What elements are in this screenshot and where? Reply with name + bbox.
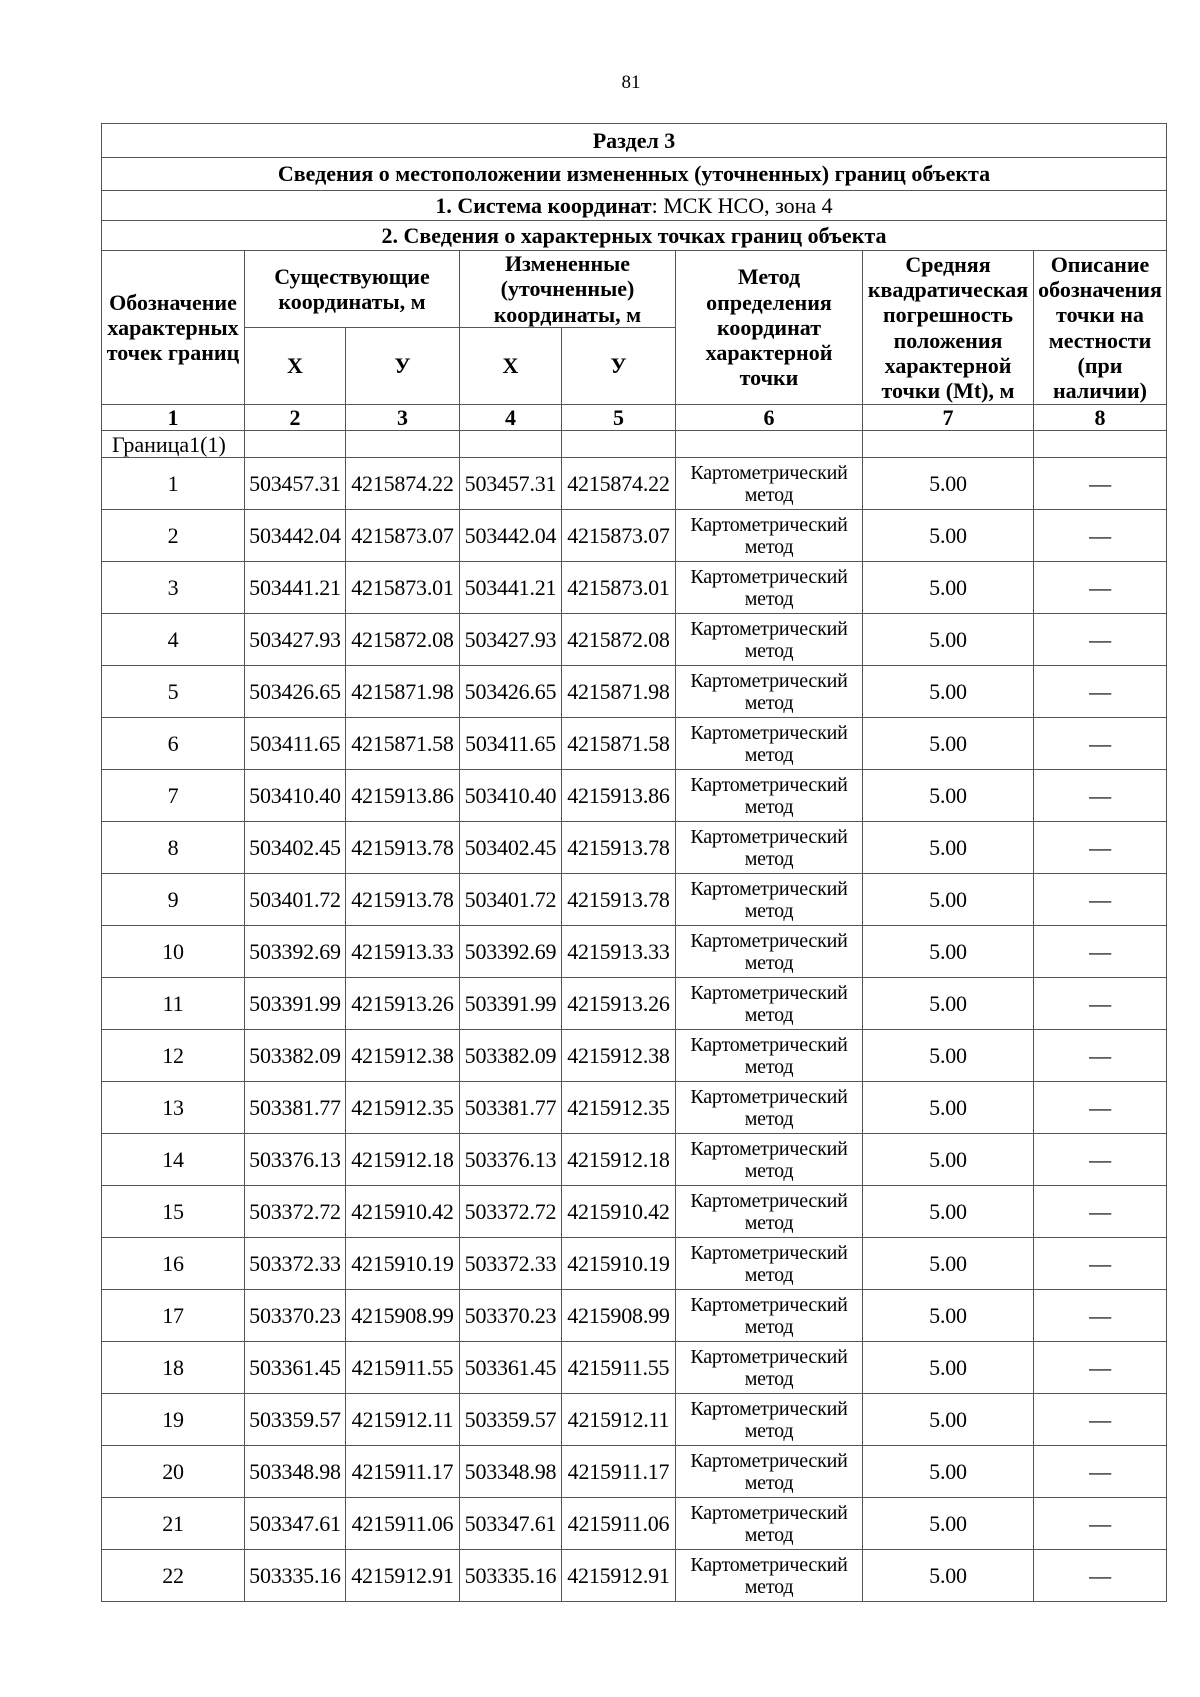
method: Картометрический метод: [676, 1394, 863, 1446]
description: —: [1034, 1498, 1167, 1550]
table-row: [102, 822, 1167, 874]
existing-x: 503335.16: [245, 1550, 346, 1602]
header-designation: Обозначение характерных точек границ: [102, 251, 245, 405]
point-number: 8: [102, 822, 245, 874]
section-subtitle-row: [102, 158, 1167, 191]
changed-y: 4215874.22: [562, 458, 676, 510]
existing-y: 4215913.86: [346, 770, 460, 822]
existing-x: 503401.72: [245, 874, 346, 926]
changed-y: 4215912.18: [562, 1134, 676, 1186]
table-row: [102, 926, 1167, 978]
point-number: 15: [102, 1186, 245, 1238]
point-number: 18: [102, 1342, 245, 1394]
error-mt: 5.00: [863, 1550, 1034, 1602]
existing-x: 503391.99: [245, 978, 346, 1030]
point-number: 11: [102, 978, 245, 1030]
changed-x: 503401.72: [460, 874, 562, 926]
changed-y: 4215872.08: [562, 614, 676, 666]
existing-y: 4215913.33: [346, 926, 460, 978]
changed-y: 4215871.58: [562, 718, 676, 770]
error-mt: 5.00: [863, 1134, 1034, 1186]
changed-y: 4215908.99: [562, 1290, 676, 1342]
description: —: [1034, 614, 1167, 666]
changed-x: 503441.21: [460, 562, 562, 614]
method: Картометрический метод: [676, 718, 863, 770]
table-row: [102, 562, 1167, 614]
existing-y: 4215911.55: [346, 1342, 460, 1394]
point-number: 21: [102, 1498, 245, 1550]
changed-y: 4215873.01: [562, 562, 676, 614]
point-number: 16: [102, 1238, 245, 1290]
point-number: 17: [102, 1290, 245, 1342]
existing-y: 4215910.42: [346, 1186, 460, 1238]
description: —: [1034, 1394, 1167, 1446]
existing-x: 503347.61: [245, 1498, 346, 1550]
point-number: 20: [102, 1446, 245, 1498]
changed-x: 503376.13: [460, 1134, 562, 1186]
changed-y: 4215911.55: [562, 1342, 676, 1394]
column-number: 5: [562, 405, 676, 431]
error-mt: 5.00: [863, 1342, 1034, 1394]
existing-x: 503442.04: [245, 510, 346, 562]
method: Картометрический метод: [676, 1550, 863, 1602]
method: Картометрический метод: [676, 1030, 863, 1082]
changed-y: 4215910.42: [562, 1186, 676, 1238]
changed-x: 503427.93: [460, 614, 562, 666]
changed-x: 503392.69: [460, 926, 562, 978]
changed-y: 4215871.98: [562, 666, 676, 718]
description: —: [1034, 1290, 1167, 1342]
table-row: [102, 1186, 1167, 1238]
method: Картометрический метод: [676, 666, 863, 718]
changed-x: 503402.45: [460, 822, 562, 874]
description: —: [1034, 1186, 1167, 1238]
description: —: [1034, 926, 1167, 978]
description: —: [1034, 458, 1167, 510]
point-number: 7: [102, 770, 245, 822]
existing-x: 503392.69: [245, 926, 346, 978]
existing-y: 4215912.18: [346, 1134, 460, 1186]
page-number: 81: [621, 72, 641, 93]
method: Картометрический метод: [676, 510, 863, 562]
method: Картометрический метод: [676, 1342, 863, 1394]
changed-y: 4215913.86: [562, 770, 676, 822]
description: —: [1034, 1082, 1167, 1134]
error-mt: 5.00: [863, 1394, 1034, 1446]
error-mt: 5.00: [863, 1446, 1034, 1498]
table-body: [102, 124, 1167, 1602]
error-mt: 5.00: [863, 718, 1034, 770]
table-row: [102, 1550, 1167, 1602]
changed-y: 4215913.33: [562, 926, 676, 978]
table-row: [102, 718, 1167, 770]
section-subtitle: Сведения о местоположении измененных (уточненных) границ объекта: [102, 158, 1167, 191]
existing-y: 4215908.99: [346, 1290, 460, 1342]
description: —: [1034, 1238, 1167, 1290]
description: —: [1034, 666, 1167, 718]
changed-x: 503370.23: [460, 1290, 562, 1342]
existing-y: 4215912.35: [346, 1082, 460, 1134]
error-mt: 5.00: [863, 1082, 1034, 1134]
existing-x: 503427.93: [245, 614, 346, 666]
header-existing-coords: Существующие координаты, м: [245, 251, 460, 328]
point-number: 12: [102, 1030, 245, 1082]
method: Картометрический метод: [676, 822, 863, 874]
existing-x: 503426.65: [245, 666, 346, 718]
method: Картометрический метод: [676, 1186, 863, 1238]
existing-y: 4215872.08: [346, 614, 460, 666]
changed-x: 503411.65: [460, 718, 562, 770]
method: Картометрический метод: [676, 614, 863, 666]
table-row: [102, 874, 1167, 926]
changed-y: 4215912.91: [562, 1550, 676, 1602]
point-number: 14: [102, 1134, 245, 1186]
coordinate-system-label: 1. Система координат: [435, 192, 652, 218]
description: —: [1034, 874, 1167, 926]
existing-y: 4215912.91: [346, 1550, 460, 1602]
empty-cell: [1034, 431, 1167, 458]
point-number: 5: [102, 666, 245, 718]
existing-y: 4215873.07: [346, 510, 460, 562]
description: —: [1034, 562, 1167, 614]
description: —: [1034, 1446, 1167, 1498]
header-method: Метод определения координат характерной точки: [676, 251, 863, 405]
table-row: [102, 458, 1167, 510]
point-number: 9: [102, 874, 245, 926]
description: —: [1034, 1030, 1167, 1082]
error-mt: 5.00: [863, 978, 1034, 1030]
table-row: [102, 1134, 1167, 1186]
existing-y: 4215912.38: [346, 1030, 460, 1082]
changed-y: 4215873.07: [562, 510, 676, 562]
changed-x: 503391.99: [460, 978, 562, 1030]
error-mt: 5.00: [863, 458, 1034, 510]
header-row-1: [102, 251, 1167, 328]
description: —: [1034, 822, 1167, 874]
point-number: 6: [102, 718, 245, 770]
header-changed-x: X: [460, 328, 562, 405]
existing-y: 4215913.26: [346, 978, 460, 1030]
changed-x: 503442.04: [460, 510, 562, 562]
changed-y: 4215913.78: [562, 822, 676, 874]
point-number: 2: [102, 510, 245, 562]
changed-x: 503348.98: [460, 1446, 562, 1498]
coordinate-system-value: : МСК НСО, зона 4: [651, 192, 833, 218]
existing-x: 503411.65: [245, 718, 346, 770]
method: Картометрический метод: [676, 874, 863, 926]
table-row: [102, 510, 1167, 562]
table-row: [102, 770, 1167, 822]
table-row: [102, 1394, 1167, 1446]
existing-x: 503372.33: [245, 1238, 346, 1290]
changed-y: 4215910.19: [562, 1238, 676, 1290]
existing-x: 503381.77: [245, 1082, 346, 1134]
existing-y: 4215910.19: [346, 1238, 460, 1290]
changed-y: 4215911.06: [562, 1498, 676, 1550]
method: Картометрический метод: [676, 978, 863, 1030]
changed-y: 4215912.11: [562, 1394, 676, 1446]
header-changed-y: У: [562, 328, 676, 405]
changed-x: 503426.65: [460, 666, 562, 718]
error-mt: 5.00: [863, 510, 1034, 562]
changed-y: 4215912.35: [562, 1082, 676, 1134]
description: —: [1034, 718, 1167, 770]
error-mt: 5.00: [863, 874, 1034, 926]
error-mt: 5.00: [863, 1238, 1034, 1290]
existing-x: 503402.45: [245, 822, 346, 874]
table-row: [102, 1082, 1167, 1134]
description: —: [1034, 1550, 1167, 1602]
column-number: 3: [346, 405, 460, 431]
description: —: [1034, 1342, 1167, 1394]
table-row: [102, 1290, 1167, 1342]
coordinate-system: [102, 191, 1167, 221]
changed-x: 503372.72: [460, 1186, 562, 1238]
points-heading: 2. Сведения о характерных точках границ объекта: [102, 221, 1167, 251]
header-existing-y: У: [346, 328, 460, 405]
section-title: Раздел 3: [102, 124, 1167, 158]
point-number: 19: [102, 1394, 245, 1446]
method: Картометрический метод: [676, 1134, 863, 1186]
header-existing-x: X: [245, 328, 346, 405]
point-number: 10: [102, 926, 245, 978]
column-number: 1: [102, 405, 245, 431]
boundary-points-table: [101, 123, 1167, 1602]
table-row: [102, 614, 1167, 666]
empty-cell: [245, 431, 346, 458]
existing-x: 503372.72: [245, 1186, 346, 1238]
existing-y: 4215913.78: [346, 822, 460, 874]
existing-y: 4215911.17: [346, 1446, 460, 1498]
column-number: 4: [460, 405, 562, 431]
existing-y: 4215871.98: [346, 666, 460, 718]
changed-y: 4215911.17: [562, 1446, 676, 1498]
column-number: 2: [245, 405, 346, 431]
point-number: 13: [102, 1082, 245, 1134]
method: Картометрический метод: [676, 562, 863, 614]
section-title-row: [102, 124, 1167, 158]
header-error: Средняя квадратическая погрешность положения характерной точки (Mt), м: [863, 251, 1034, 405]
table-row: [102, 1446, 1167, 1498]
changed-x: 503372.33: [460, 1238, 562, 1290]
column-number: 7: [863, 405, 1034, 431]
changed-y: 4215913.78: [562, 874, 676, 926]
existing-y: 4215874.22: [346, 458, 460, 510]
header-description: Описание обозначения точки на местности (при наличии): [1034, 251, 1167, 405]
method: Картометрический метод: [676, 1446, 863, 1498]
error-mt: 5.00: [863, 562, 1034, 614]
error-mt: 5.00: [863, 770, 1034, 822]
method: Картометрический метод: [676, 1082, 863, 1134]
existing-x: 503441.21: [245, 562, 346, 614]
existing-x: 503348.98: [245, 1446, 346, 1498]
column-numbers-row: [102, 405, 1167, 431]
table-row: [102, 1238, 1167, 1290]
table-row: [102, 978, 1167, 1030]
group-label: Граница1(1): [102, 431, 245, 458]
point-number: 4: [102, 614, 245, 666]
description: —: [1034, 978, 1167, 1030]
changed-y: 4215912.38: [562, 1030, 676, 1082]
method: Картометрический метод: [676, 1498, 863, 1550]
changed-x: 503359.57: [460, 1394, 562, 1446]
table-row: [102, 666, 1167, 718]
existing-x: 503370.23: [245, 1290, 346, 1342]
changed-y: 4215913.26: [562, 978, 676, 1030]
changed-x: 503335.16: [460, 1550, 562, 1602]
changed-x: 503361.45: [460, 1342, 562, 1394]
points-heading-row: [102, 221, 1167, 251]
existing-y: 4215912.11: [346, 1394, 460, 1446]
existing-y: 4215913.78: [346, 874, 460, 926]
error-mt: 5.00: [863, 614, 1034, 666]
table-row: [102, 1030, 1167, 1082]
error-mt: 5.00: [863, 1290, 1034, 1342]
empty-cell: [863, 431, 1034, 458]
point-number: 3: [102, 562, 245, 614]
existing-x: 503361.45: [245, 1342, 346, 1394]
table-row: [102, 1342, 1167, 1394]
error-mt: 5.00: [863, 1030, 1034, 1082]
column-number: 8: [1034, 405, 1167, 431]
empty-cell: [676, 431, 863, 458]
existing-x: 503359.57: [245, 1394, 346, 1446]
empty-cell: [562, 431, 676, 458]
changed-x: 503347.61: [460, 1498, 562, 1550]
changed-x: 503410.40: [460, 770, 562, 822]
method: Картометрический метод: [676, 458, 863, 510]
existing-y: 4215911.06: [346, 1498, 460, 1550]
empty-cell: [346, 431, 460, 458]
method: Картометрический метод: [676, 1238, 863, 1290]
error-mt: 5.00: [863, 1498, 1034, 1550]
changed-x: 503382.09: [460, 1030, 562, 1082]
coordinate-system-row: [102, 191, 1167, 221]
description: —: [1034, 510, 1167, 562]
existing-x: 503457.31: [245, 458, 346, 510]
error-mt: 5.00: [863, 1186, 1034, 1238]
existing-x: 503410.40: [245, 770, 346, 822]
existing-x: 503376.13: [245, 1134, 346, 1186]
existing-y: 4215873.01: [346, 562, 460, 614]
header-changed-coords: Измененные (уточненные) координаты, м: [460, 251, 676, 328]
changed-x: 503381.77: [460, 1082, 562, 1134]
method: Картометрический метод: [676, 1290, 863, 1342]
existing-y: 4215871.58: [346, 718, 460, 770]
group-row: [102, 431, 1167, 458]
description: —: [1034, 1134, 1167, 1186]
description: —: [1034, 770, 1167, 822]
point-number: 22: [102, 1550, 245, 1602]
error-mt: 5.00: [863, 666, 1034, 718]
method: Картометрический метод: [676, 926, 863, 978]
table-row: [102, 1498, 1167, 1550]
empty-cell: [460, 431, 562, 458]
changed-x: 503457.31: [460, 458, 562, 510]
error-mt: 5.00: [863, 822, 1034, 874]
existing-x: 503382.09: [245, 1030, 346, 1082]
method: Картометрический метод: [676, 770, 863, 822]
point-number: 1: [102, 458, 245, 510]
column-number: 6: [676, 405, 863, 431]
error-mt: 5.00: [863, 926, 1034, 978]
